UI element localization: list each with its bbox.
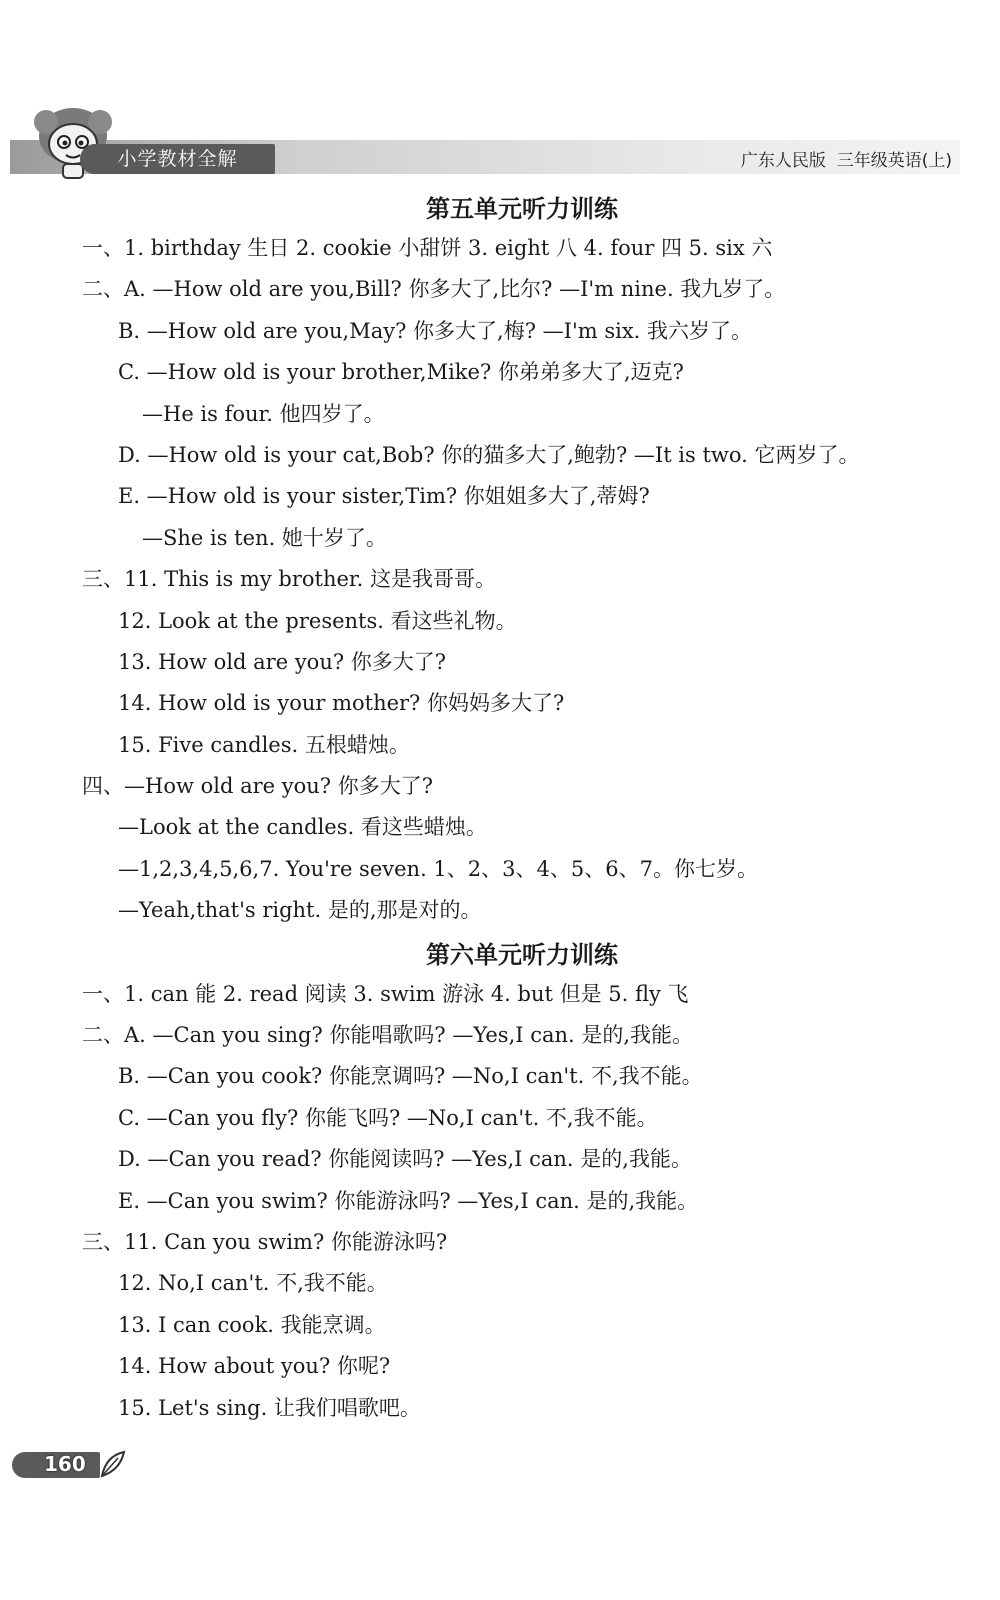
answer-line: 15. Five candles. 五根蜡烛。 [118, 732, 410, 757]
answer-line: 一、1. birthday 生日 2. cookie 小甜饼 3. eight 八 4. four 四 5. six 六 [82, 236, 773, 260]
series-brand: 小学教材全解 [80, 144, 275, 174]
answer-line: B. —How old are you,May? 你多大了,梅? —I'm six. 我六岁了。 [118, 318, 753, 343]
answer-line: —She is ten. 她十岁了。 [142, 525, 387, 550]
answer-line: 三、11. Can you swim? 你能游泳吗? [82, 1229, 448, 1254]
answer-line: 14. How about you? 你呢? [118, 1354, 391, 1379]
answer-line: —He is four. 他四岁了。 [142, 401, 385, 426]
section-unit6-lines [82, 974, 962, 1429]
answer-line: 13. I can cook. 我能烹调。 [118, 1312, 386, 1337]
answer-line: D. —How old is your cat,Bob? 你的猫多大了,鲍勃? —It is two. 它两岁了。 [118, 442, 860, 467]
answer-line: 14. How old is your mother? 你妈妈多大了? [118, 691, 565, 716]
answer-line: 15. Let's sing. 让我们唱歌吧。 [118, 1395, 421, 1420]
answer-line: —Yeah,that's right. 是的,那是对的。 [118, 898, 482, 923]
section-title: 第五单元听力训练 [426, 195, 618, 223]
answer-line: 二、A. —Can you sing? 你能唱歌吗? —Yes,I can. 是的,我能。 [82, 1023, 694, 1048]
answer-line: 一、1. can 能 2. read 阅读 3. swim 游泳 4. but 但是 5. fly 飞 [82, 981, 689, 1006]
answer-line: B. —Can you cook? 你能烹调吗? —No,I can't. 不,我不能。 [118, 1064, 703, 1089]
page-header [0, 0, 1000, 200]
answer-line: 四、—How old are you? 你多大了? [82, 774, 433, 799]
answer-line: 13. How old are you? 你多大了? [118, 649, 447, 674]
answer-content [82, 190, 962, 1429]
answer-line: D. —Can you read? 你能阅读吗? —Yes,I can. 是的,我能。 [118, 1147, 692, 1172]
leaf-icon [100, 1450, 126, 1478]
answer-line: 12. No,I can't. 不,我不能。 [118, 1271, 388, 1296]
answer-line: —Look at the candles. 看这些蜡烛。 [118, 815, 487, 840]
answer-line: E. —Can you swim? 你能游泳吗? —Yes,I can. 是的,我能。 [118, 1188, 699, 1213]
answer-line: E. —How old is your sister,Tim? 你姐姐多大了,蒂姆? [118, 484, 650, 509]
answer-line: 三、11. This is my brother. 这是我哥哥。 [82, 567, 496, 592]
edition-label: 广东人民版 三年级英语(上) [740, 151, 952, 171]
section-unit5-lines [82, 228, 962, 932]
answer-line: C. —How old is your brother,Mike? 你弟弟多大了,迈克? [118, 360, 684, 385]
section-title: 第六单元听力训练 [426, 940, 618, 969]
answer-line: 二、A. —How old are you,Bill? 你多大了,比尔? —I'm nine. 我九岁了。 [82, 277, 786, 302]
answer-line: C. —Can you fly? 你能飞吗? —No,I can't. 不,我不能。 [118, 1105, 658, 1130]
page-footer [12, 1444, 122, 1484]
answer-line: 12. Look at the presents. 看这些礼物。 [118, 608, 517, 633]
answer-line: —1,2,3,4,5,6,7. You're seven. 1、2、3、4、5、6、7。你七岁。 [118, 856, 758, 881]
page-number: 160 [44, 1452, 86, 1476]
